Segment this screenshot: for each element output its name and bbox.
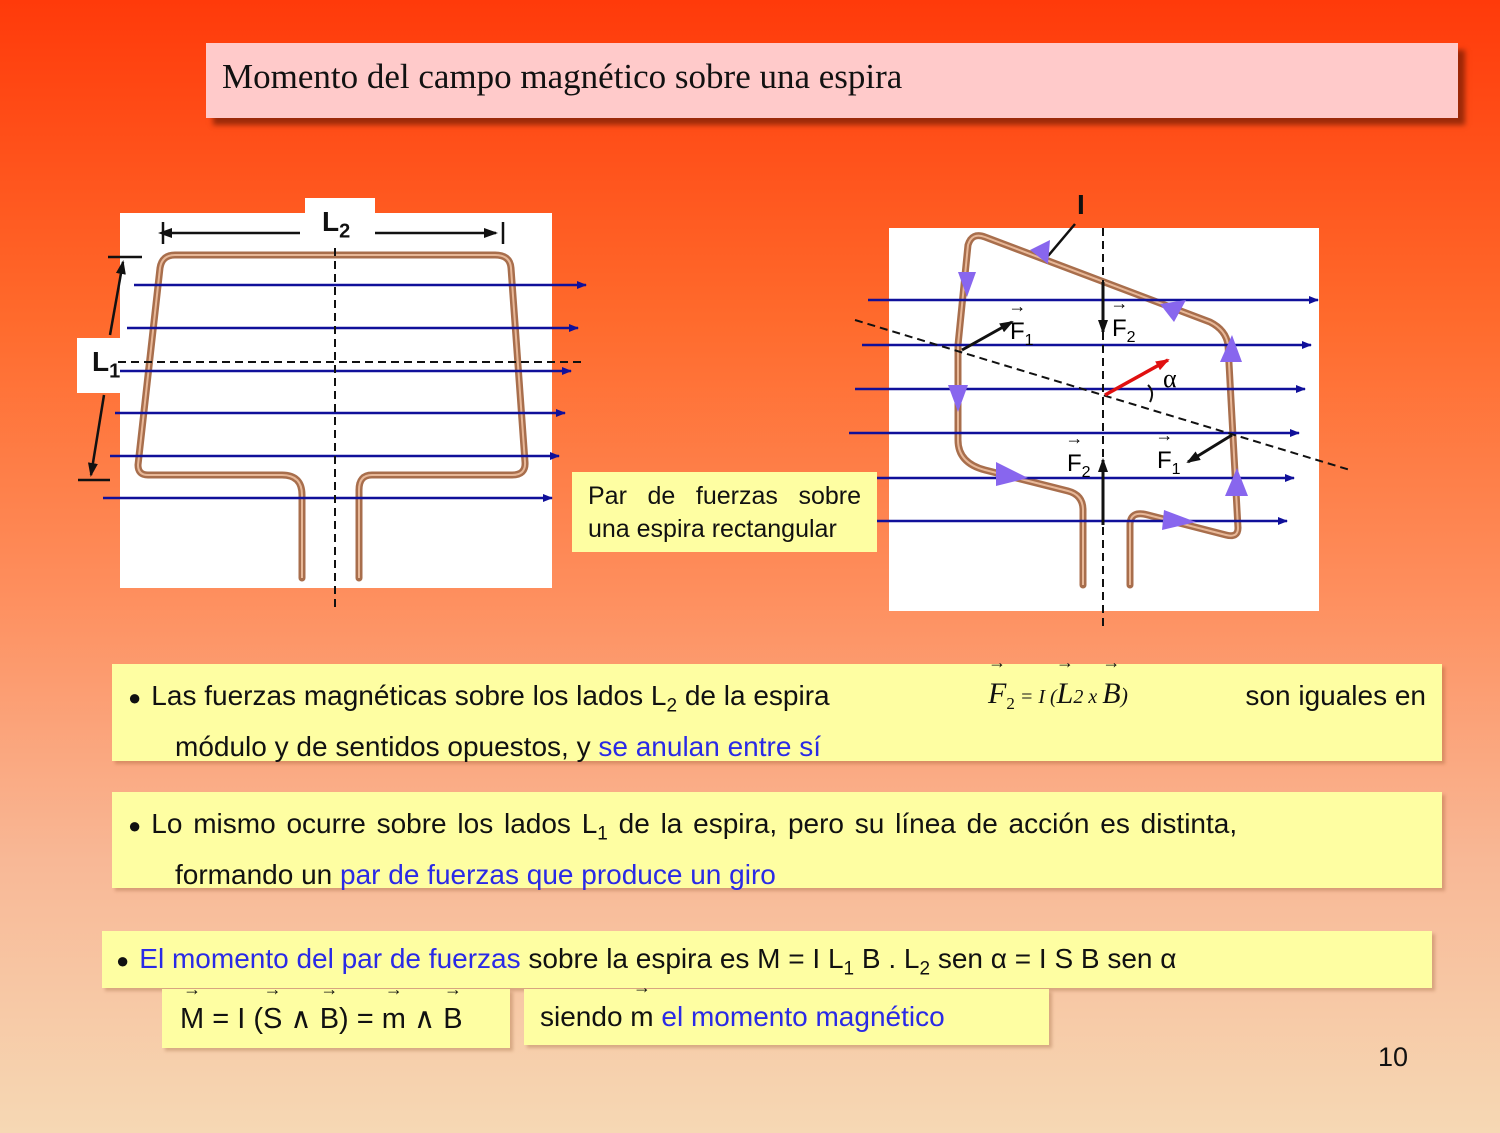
- bullet-1-text-b: de la espira: [677, 680, 830, 711]
- label-l2-letter: L: [322, 206, 340, 237]
- label-f2-bottom: [1067, 450, 1091, 482]
- formula-small-m-vec: → m: [382, 1001, 406, 1037]
- label-f1-bottom: [1157, 447, 1181, 479]
- bullet-2-line1-wrap: [128, 804, 1237, 855]
- formula-f: → F: [988, 674, 1006, 714]
- bullet-1-formula: [988, 674, 1128, 724]
- bullet-box-3: [102, 931, 1432, 988]
- moment-m-vec: → m: [630, 999, 653, 1035]
- formula-b1-vec: → B: [320, 1001, 339, 1037]
- bullet-3-sub-1: 1: [843, 958, 855, 980]
- bullet-2-line2-text: formando un: [175, 858, 340, 890]
- bullet-2-line-2: [128, 855, 1426, 895]
- right-wire-loop: [958, 236, 1238, 585]
- label-l2-sub: 2: [339, 220, 351, 243]
- label-l1-sub: 1: [109, 360, 121, 383]
- bullet-3-highlight: El momento del par de fuerzas: [139, 943, 521, 974]
- bullet-2-text-a: Lo mismo ocurre sobre los lados L: [151, 808, 598, 839]
- label-l1: [92, 346, 120, 384]
- bullet-2-line-1: [128, 804, 1426, 855]
- formula-eq1: = I (: [204, 1003, 263, 1035]
- f1-top-sub: 1: [1024, 331, 1034, 349]
- moment-siendo: siendo: [540, 1001, 631, 1032]
- f1-bottom-sub: 1: [1171, 460, 1181, 478]
- label-f2-top: [1112, 315, 1136, 347]
- bullet-2-text-b: de la espira, pero su línea de acción es distinta,: [607, 808, 1238, 839]
- moment-highlight: el momento magnético: [653, 1001, 945, 1032]
- formula-mid: = I (: [1014, 686, 1057, 708]
- formula-b: → B: [1102, 674, 1120, 714]
- bullet-1-text-a: Las fuerzas magnéticas sobre los lados L: [151, 680, 667, 711]
- f2-top-letter: → F: [1112, 315, 1127, 343]
- bullet-1-line-2: [128, 727, 1426, 767]
- f1-bottom-letter: → F: [1157, 447, 1172, 475]
- bullet-1-text-c: son iguales en: [1245, 680, 1426, 711]
- formula-x: x: [1083, 686, 1103, 708]
- bullet-1-line-1: [128, 676, 1426, 727]
- bullet-dot-icon: ●: [128, 813, 142, 838]
- bullet-3-text-b: B . L: [854, 943, 920, 974]
- bullet-1-line2-highlight: se anulan entre sí: [598, 730, 821, 762]
- label-alpha: α: [1163, 364, 1177, 393]
- bullet-2-sub: 1: [597, 823, 608, 845]
- formula-l: → L: [1057, 674, 1074, 714]
- left-wire-loop: [138, 255, 525, 578]
- label-l1-letter: L: [92, 346, 110, 377]
- bullet-3-text-a: sobre la espira es M = I L: [520, 943, 844, 974]
- formula-close: ): [1120, 683, 1128, 708]
- formula-wedge2: ∧: [405, 1003, 444, 1035]
- label-l2: [322, 206, 350, 244]
- caption-line-2: una espira rectangular: [588, 515, 837, 543]
- bullet-dot-icon: ●: [116, 948, 130, 973]
- f2-bottom-sub: 2: [1081, 463, 1091, 481]
- formula-f-sub: 2: [1006, 694, 1015, 714]
- bullet-3-sub-2: 2: [919, 958, 931, 980]
- bullet-2-line2-highlight: par de fuerzas que produce un giro: [340, 858, 776, 890]
- page-title: Momento del campo magnético sobre una espira: [222, 57, 903, 96]
- bullet-dot-icon: ●: [128, 685, 142, 710]
- label-f1-top: [1010, 318, 1034, 350]
- f1-top-letter: → F: [1010, 318, 1025, 346]
- f2-top-sub: 2: [1126, 328, 1136, 346]
- bullet-3-text-c: sen α = I S B sen α: [930, 943, 1177, 974]
- current-label: I: [1077, 189, 1085, 220]
- formula-m-vec: → M: [180, 1001, 204, 1037]
- bullet-1-sub: 2: [666, 695, 678, 717]
- formula-b2-vec: → B: [443, 1001, 462, 1037]
- bullet-1-line2-text: módulo y de sentidos opuestos, y: [175, 730, 599, 762]
- caption-line-1: Par de fuerzas sobre: [588, 482, 861, 510]
- bullet-box-2: [112, 792, 1442, 888]
- page-number: 10: [1378, 1042, 1409, 1072]
- formula-eq2: ) =: [339, 1003, 382, 1035]
- current-arrowheads: [948, 240, 1248, 530]
- formula-l-sub: 2: [1073, 686, 1084, 708]
- bullet-box-1: [112, 664, 1442, 761]
- moment-formula-box: [162, 989, 510, 1048]
- formula-wedge1: ∧: [282, 1003, 320, 1035]
- f2-bottom-letter: → F: [1067, 450, 1082, 478]
- formula-s-vec: → S: [263, 1001, 282, 1037]
- magnetic-moment-box: [524, 989, 1049, 1045]
- right-field-lines: [849, 300, 1318, 521]
- figure-caption: [572, 472, 877, 552]
